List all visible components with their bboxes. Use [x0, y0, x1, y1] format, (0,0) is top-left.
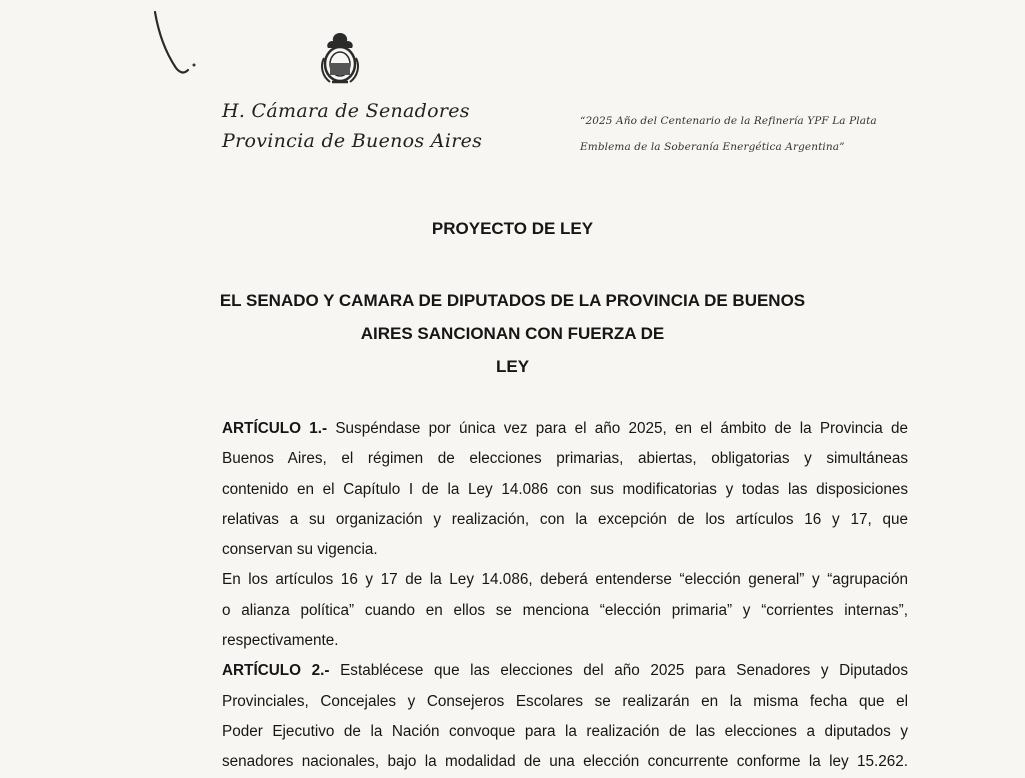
article-1-paragraph-2-line-2: o alianza política” cuando en ellos se menciona “elección primaria” y “corrientes internas”, [222, 601, 908, 619]
article-1-line-5: conservan su vigencia. [222, 541, 378, 559]
article-1-line-3: contenido en el Capítulo I de la Ley 14.086 con sus modificatorias y todas las disposiciones [222, 480, 908, 498]
enactment-line-2: AIRES SANCIONAN CON FUERZA DE [360, 324, 665, 343]
article-1-paragraph-2-line-3: respectivamente. [222, 632, 339, 650]
chamber-letterhead [222, 96, 482, 156]
law-body [222, 414, 908, 778]
article-1-label: ARTÍCULO 1.- [222, 420, 328, 437]
enactment-line-3: LEY [495, 357, 530, 376]
article-1-line-1: ARTÍCULO 1.- Suspéndase por única vez para el año 2025, en el ámbito de la Provincia de [222, 420, 909, 437]
article-2-line-2: Provinciales, Concejales y Consejeros Escolares se realizarán en la misma fecha que el [222, 692, 908, 710]
article-2-line-3: Poder Ejecutivo de la Nación convoque para la realización de las elecciones a diputados y [222, 722, 908, 740]
pen-mark-icon [150, 10, 200, 80]
article-2-line-4: senadores nacionales, bajo la modalidad de una elección concurrente conforme la ley 15.262. [222, 753, 908, 771]
article-2-line-1: ARTÍCULO 2.- Establécese que las elecciones del año 2025 para Senadores y Diputados [222, 662, 908, 680]
coat-of-arms-icon [318, 30, 362, 86]
article-1-line-4: relativas a su organización y realización, con la excepción de los artículos 16 y 17, que [222, 510, 908, 528]
article-2-label: ARTÍCULO 2.- [222, 662, 330, 680]
year-motto-line-1: “2025 Año del Centenario de la Refinería YPF La Plata [580, 115, 877, 127]
enactment-clause [0, 284, 1025, 383]
article-1-line-2: Buenos Aires, el régimen de elecciones primarias, abiertas, obligatorias y simultáneas [222, 450, 908, 468]
year-motto-line-2: Emblema de la Soberanía Energética Argentina” [580, 141, 845, 153]
letterhead-province-name: Provincia de Buenos Aires [222, 130, 483, 152]
document-title: PROYECTO DE LEY [431, 219, 594, 238]
enactment-line-1: EL SENADO Y CAMARA DE DIPUTADOS DE LA PROVINCIA DE BUENOS [219, 291, 806, 310]
year-motto [580, 108, 877, 160]
article-1-paragraph-2-line-1: En los artículos 16 y 17 de la Ley 14.086, deberá entenderse “elección general” y “agrupación [222, 571, 908, 589]
letterhead-chamber-name: H. Cámara de Senadores [222, 100, 470, 122]
